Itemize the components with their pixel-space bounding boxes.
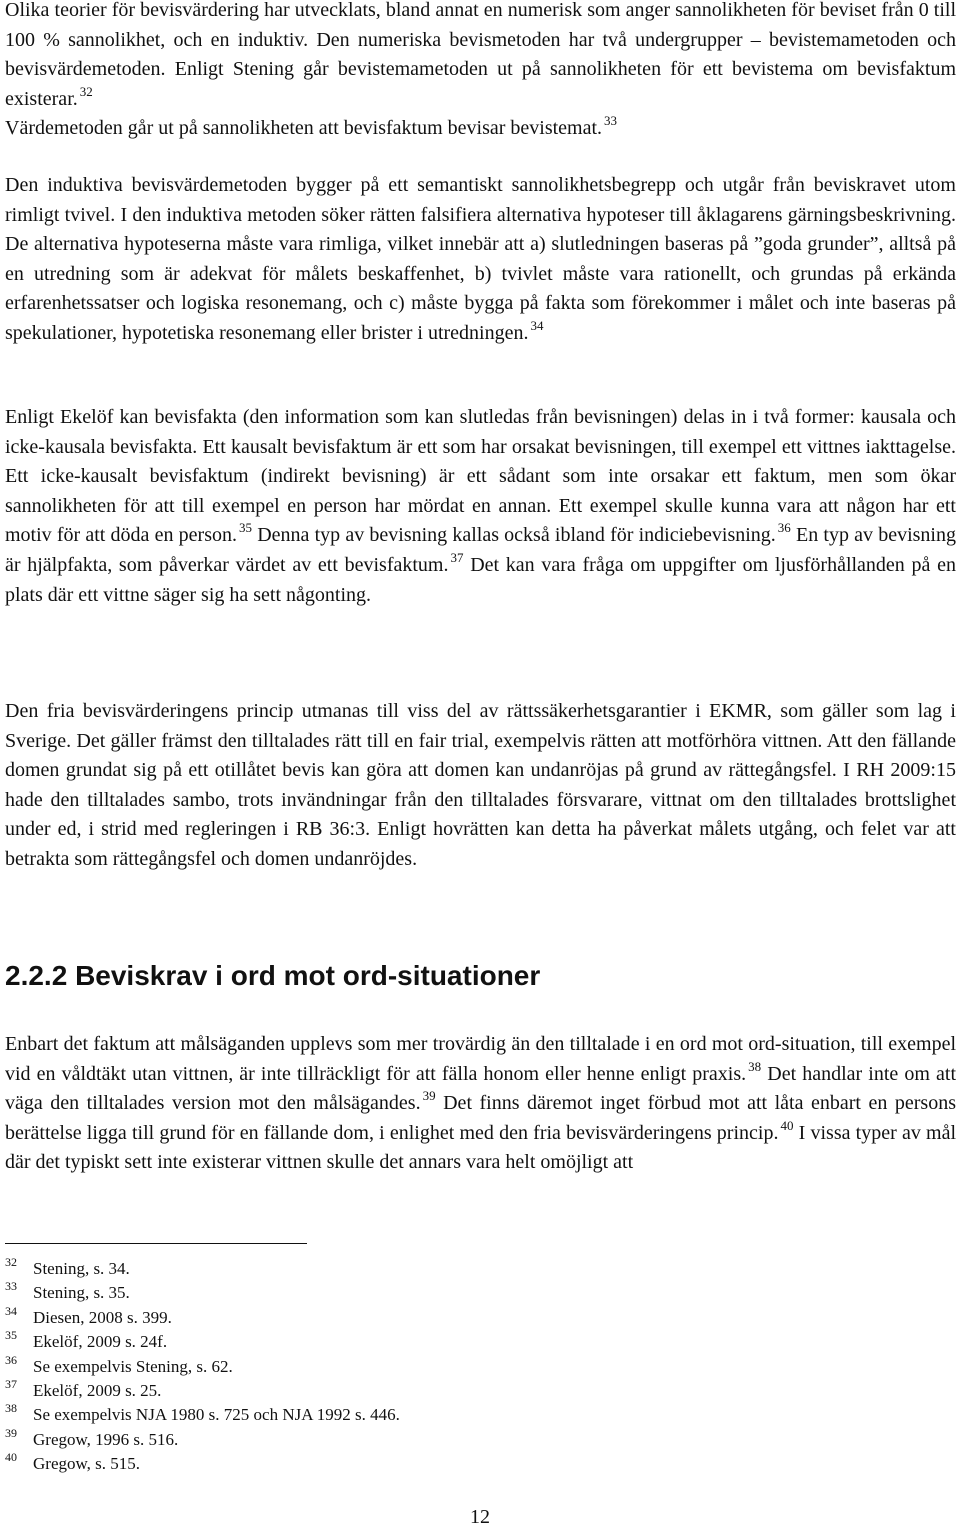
footnote-ref[interactable]: 35 bbox=[239, 520, 252, 536]
paragraph-text: I vissa typer av mål där det typiskt sett inte existerar vittnen skulle det annars vara helt omöjligt att bbox=[5, 1121, 956, 1174]
paragraph-text: Enligt Ekelöf kan bevisfakta (den information som kan slutledas från bevisningen) delas in i två former: kausala och icke-kausala bevisfakta. Ett kausalt bevisfaktum är ett som har orsakat bevisningen, till exempel ett vittnes iakttagelse. Ett icke-kausalt bevisfaktum (indirekt bevisning) är ett sådant som inte orsakar ett faktum, men som ökar sannolikheten för att till exempel en person har mördat en annan. Ett exempel skulle kunna vara att någon har ett motiv för att döda en person. bbox=[5, 406, 956, 547]
footnote-ref[interactable]: 32 bbox=[79, 83, 93, 99]
footnote-divider bbox=[5, 1243, 307, 1244]
footnote-number: 35 bbox=[5, 1328, 17, 1343]
footnote-text: Se exempelvis Stening, s. 62. bbox=[33, 1356, 233, 1376]
paragraph-evaluation-theories bbox=[5, 0, 956, 114]
footnote-number: 40 bbox=[5, 1450, 17, 1465]
paragraph-text: Det handlar inte om att väga den tilltalades version mot den målsägandes. bbox=[5, 1062, 956, 1115]
footnote-number: 37 bbox=[5, 1376, 17, 1391]
paragraph-free-evaluation-principle bbox=[5, 697, 956, 875]
footnote-text: Ekelöf, 2009 s. 24f. bbox=[33, 1332, 168, 1352]
paragraph-text: Enbart det faktum att målsäganden upplevs som mer trovärdig än den tilltalade i en ord mot ord-situation, till exempel vid en våldtäkt utan vittnen, är inte tillräckligt för att fälla honom eller henne enligt praxis. bbox=[5, 1033, 956, 1085]
paragraph-inductive-method bbox=[5, 171, 956, 349]
paragraph-evidentiary-facts bbox=[5, 403, 956, 610]
footnote-ref[interactable]: 37 bbox=[450, 549, 464, 565]
footnote-number: 34 bbox=[5, 1303, 17, 1318]
paragraph-text: Det kan vara fråga om uppgifter om ljusförhållanden på en plats där ett vittne säger sig ha sett någonting. bbox=[5, 553, 956, 606]
footnote-ref[interactable]: 33 bbox=[604, 113, 618, 128]
footnote-text: Se exempelvis NJA 1980 s. 725 och NJA 1992 s. 446. bbox=[33, 1405, 400, 1425]
footnote-text: Gregow, s. 515. bbox=[33, 1454, 141, 1474]
paragraph-text: Värdemetoden går ut på sannolikheten att bevisfaktum bevisar bevistemat. bbox=[5, 117, 603, 139]
section-number: 2.2.2 bbox=[5, 960, 68, 991]
footnote-number: 36 bbox=[5, 1352, 17, 1367]
footnote-number: 33 bbox=[5, 1279, 17, 1294]
footnote-ref[interactable]: 36 bbox=[777, 520, 791, 536]
paragraph-text: Den fria bevisvärderingens princip utmanas till viss del av rättssäkerhetsgarantier i EKMR, som gäller som lag i Sverige. Det gäller främst den tilltalades rätt till en fair trial, exempelvis rätten att motförhöra vittnen. Att den fällande domen grundat sig på ett otillåtet bevis kan göra att domen kan undanröjas på grund av rättegångsfel. I RH 2009:15 hade den tilltalades sambo, trots invändningar från den tilltalades försvarare, vittnat om den tilltalades brottslighet under ed, i strid med regleringen i RB 36:3. Enligt hovrätten kan detta ha påverkat målets utgång, och felet var att betrakta som rättegångsfel och domen undanröjdes. bbox=[5, 700, 956, 870]
footnote-ref[interactable]: 34 bbox=[530, 317, 544, 333]
page-number: 12 bbox=[470, 1506, 490, 1528]
footnote-ref[interactable]: 39 bbox=[422, 1088, 436, 1104]
paragraph-text: En typ av bevisning är hjälpfakta, som påverkar värdet av ett bevisfaktum. bbox=[5, 524, 956, 576]
paragraph-word-against-word bbox=[5, 1030, 956, 1178]
footnote-text: Stening, s. 34. bbox=[33, 1259, 130, 1278]
footnote-text: Ekelöf, 2009 s. 25. bbox=[33, 1380, 162, 1400]
section-heading bbox=[5, 958, 540, 994]
paragraph-text: Det finns däremot inget förbud mot att låta enbart en persons berättelse ligga till grund för en fällande dom, i enlighet med den fria bevisvärderingens princip. bbox=[5, 1092, 956, 1144]
footnote-number: 38 bbox=[5, 1401, 17, 1416]
paragraph-text: Olika teorier för bevisvärdering har utvecklats, bland annat en numerisk som anger sannolikheten för beviset från 0 till 100 % sannolikhet, och en induktiv. Den numeriska bevismetoden har två undergrupper – bevistemametoden och bevisvärdemetoden. Enligt Stening går bevistemametoden ut på sannolikheten för ett bevistema om bevisfaktum existerar. bbox=[5, 0, 956, 110]
footnote-text: Diesen, 2008 s. 399. bbox=[33, 1307, 172, 1327]
section-title: Beviskrav i ord mot ord-situationer bbox=[75, 960, 541, 991]
paragraph-value-method bbox=[5, 114, 956, 144]
paragraph-text: Denna typ av bevisning kallas också ibland för indiciebevisning. bbox=[252, 524, 776, 547]
footnote-text: Stening, s. 35. bbox=[33, 1283, 130, 1303]
footnote-ref[interactable]: 38 bbox=[748, 1058, 762, 1074]
paragraph-text: Den induktiva bevisvärdemetoden bygger på ett semantiskt sannolikhetsbegrepp och utgår från beviskravet utom rimligt tvivel. I den induktiva metoden söker rätten falsifiera alternativa hypoteser till åklagarens gärningsbeskrivning. De alternativa hypoteserna måste vara rimliga, vilket innebär att a) slutledningen baseras på ”goda grunder”, alltså på en utredning som är adekvat för målets beskaffenhet, b) tvivlet måste vara rationellt, och grundas på erkända erfarenhetssatser och logiska resonemang, och c) måste bygga på fakta som förekommer i målet och inte baseras på spekulationer, hypotetiska resonemang eller brister i utredningen. bbox=[5, 174, 956, 344]
footnote-ref[interactable]: 40 bbox=[780, 1117, 794, 1133]
footnote-number: 32 bbox=[5, 1255, 17, 1269]
footnote-number: 39 bbox=[5, 1425, 17, 1440]
footnote-text: Gregow, 1996 s. 516. bbox=[33, 1429, 179, 1449]
